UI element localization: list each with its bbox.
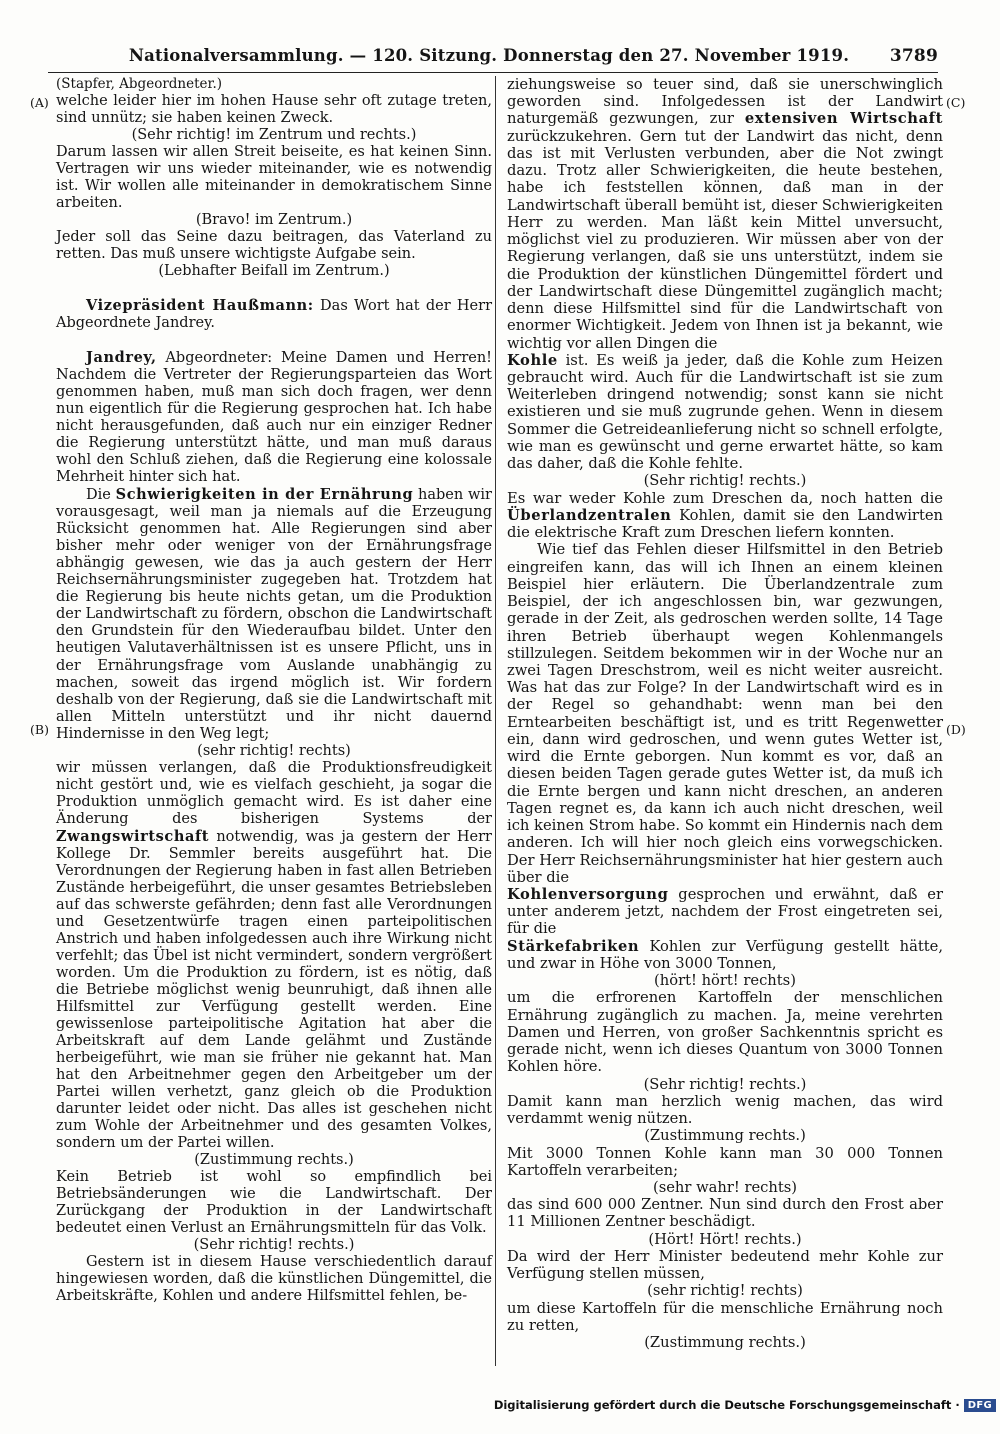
page-number: 3789 xyxy=(889,46,938,66)
paragraph xyxy=(56,1169,492,1237)
text-run: (Sehr richtig! im Zentrum und rechts.) xyxy=(131,127,417,144)
text-run: Da wird der Herr Minister bedeutend mehr Kohle zur Verfügung stellen müssen, xyxy=(507,1247,943,1283)
dfg-logo: DFG xyxy=(964,1399,996,1412)
paragraph xyxy=(507,76,943,352)
text-run: Kohlen zur Verfügung gestellt hätte, und zwar in Höhe von 3000 Tonnen, xyxy=(507,937,943,972)
text-run: (Zustimmung rechts.) xyxy=(644,1334,806,1352)
emphasis: Stärkefabriken xyxy=(507,937,640,955)
text-run: (Hört! Hört! rechts.) xyxy=(648,1230,802,1248)
text-run: Wie tief das Fehlen dieser Hilfsmittel in den Betrieb eingreifen kann, das will ich Ihnen an einem kleinen Beispiel hier erläutern. Die Überlandzentrale zum Beispiel, der ich angeschlossen bin, war gezwungen, gerade in der Zeit, als gedroschen werden sollte, 14 Tage ihren Betrieb überhaupt wegen Kohlenmangels stillzulegen. Seitdem bekommen wir in der Woche nur an zwei Tagen Dreschstrom, weil es nicht weiter ausreicht. Was hat das zur Folge? In der Landwirtschaft wird es in der Regel so gehandhabt: wenn man bei den Erntearbeiten beschäftigt ist, und es tritt Regenwetter ein, dann wird gedroschen, und wenn gutes Wetter ist, wird die Ernte geborgen. Nun kommt es vor, daß an diesen beiden Tagen gerade gutes Wetter ist, da muß ich die Ernte bergen und kann nicht dreschen, an anderen Tagen regnet es, da kann ich auch nicht dreschen, weil ich keinen Strom habe. So kommt ein Hindernis nach dem anderen. Ich will hier noch gleich eins vorwegschicken. Der Herr Reichsernährungsminister hat hier gestern auch über die xyxy=(507,541,943,886)
text-run: notwendig, was ja gestern der Herr Kollege Dr. Semmler bereits ausgeführt hat. Die Verordnungen der Regierung haben in fast allen Betrieben Zustände herbeigeführt, die unser gesamtes Betriebsleben auf das schwerste gefährden; denn fast alle Verordnungen und Gesetzentwürfe tragen einen parteipolitischen Anstrich und haben infolgedessen auch ihre Wirkung nicht verfehlt; das Übel ist nicht vermindert, sondern vergrößert worden. Um die Produktion zu fördern, ist es nötig, daß die Betriebe möglichst wenig beunruhigt, daß ihnen alle Hilfsmittel zur Verfügung gestellt werden. Eine gewissenlose parteipolitische Agitation hat aber die Arbeitskraft auf dem Lande gelähmt und Zustände herbeigeführt, wie man sie früher nie gekannt hat. Man hat den Arbeitnehmer gegen den Arbeitgeber um der Partei willen verhetzt, ganz gleich ob die Produktion darunter leidet oder nicht. Das alles ist geschehen nicht zum Wohle der Arbeitnehmer und des gesamten Volkes, sondern um der Partei willen. xyxy=(56,828,492,1151)
page-header xyxy=(40,46,938,72)
paragraph xyxy=(507,1093,943,1127)
paragraph xyxy=(507,989,943,1075)
text-run: Gestern ist in diesem Hause verschiedentlich darauf hingewiesen worden, daß die künstlichen Düngemittel, die Arbeitskräfte, Kohlen und andere Hilfsmittel fehlen, be- xyxy=(56,1254,492,1305)
text-run: um die erfrorenen Kartoffeln der menschlichen Ernährung zugänglich zu machen. Ja, meine verehrten Damen und Herren, von großer Sachkenntnis spricht es gerade nicht, wenn ich dieses Quantum von 3000 Tonnen Kohlen höre. xyxy=(507,989,943,1076)
text-run: (Sehr richtig! rechts.) xyxy=(193,1237,355,1254)
reaction-note xyxy=(507,1076,943,1093)
text-run: Kohlen, damit sie den Landwirten die elektrische Kraft zum Dreschen liefern konnten. xyxy=(507,506,943,542)
text-run: (Sehr richtig! rechts.) xyxy=(643,472,807,490)
paragraph xyxy=(507,1300,943,1334)
paragraph xyxy=(507,490,943,542)
footer-credit: Digitalisierung gefördert durch die Deutsche Forschungsgemeinschaft · DFG xyxy=(494,1396,996,1414)
text-run: ist. Es weiß ja jeder, daß die Kohle zum Heizen gebraucht wird. Auch für die Landwirtschaft ist sie zum Weiterleben dringend notwendig; sonst kann sie nicht existieren und sie muß zugrunde gehen. Wenn in diesem Sommer die Getreideanlieferung nicht so schnell erfolgte, wie man es gewünscht und gerne erwartet hätte, so kam das daher, daß die Kohle fehlte. xyxy=(507,351,943,473)
text-run: Jeder soll das Seine dazu beitragen, das Vaterland zu retten. Das muß unsere wichtigste Aufgabe sein. xyxy=(56,229,492,263)
emphasis: Schwierigkeiten in der Ernährung xyxy=(115,486,414,504)
emphasis: Überlandzentralen xyxy=(507,506,672,524)
speaker-paragraph xyxy=(56,349,492,486)
reaction-note xyxy=(507,1282,943,1299)
reaction-note xyxy=(507,972,943,989)
paragraph xyxy=(56,486,492,742)
text-run: (Zustimmung rechts.) xyxy=(644,1127,806,1145)
paragraph xyxy=(507,1145,943,1179)
emphasis: Vizepräsident Haußmann: xyxy=(86,297,314,315)
text-run: (hört! hört! rechts) xyxy=(654,972,796,990)
text-run: (sehr wahr! rechts) xyxy=(652,1179,798,1196)
text-run: um diese Kartoffeln für die menschliche Ernährung noch zu retten, xyxy=(507,1299,943,1334)
paragraph xyxy=(507,938,943,972)
text-run: haben wir vorausgesagt, weil man ja niemals auf die Erzeugung Rücksicht genommen hat. Alle Regierungen sind aber bisher mehr oder weniger von der Ernährungsfrage abhängig gewesen, wie das ja auch gestern der Herr Reichsernährungsminister zugegeben hat. Trotzdem hat die Regierung bis heute nichts getan, um die Produktion der Landwirtschaft zu fördern, obschon die Landwirtschaft den Grundstein für den Wiederaufbau bildet. Unter den heutigen Valutaverhältnissen ist es unsere Pflicht, uns in der Ernährungsfrage vom Auslande unabhängig zu machen, soweit das irgend möglich ist. Wir fordern deshalb von der Regierung, daß sie die Landwirtschaft mit allen Mitteln unterstützt und ihr nicht dauernd Hindernisse in den Weg legt; xyxy=(56,487,492,742)
text-run: zurückzukehren. Gern tut der Landwirt das nicht, denn das ist mit Verlusten verbunden, aber die Not zwingt dazu. Trotz aller Schwierigkeiten, die heute bestehen, habe ich feststellen können, daß man in der Landwirtschaft überall bemüht ist, dieser Schwierigkeiten Herr zu werden. Man läßt kein Mittel unversucht, möglichst viel zu produzieren. Wir müssen aber von der Regierung verlangen, daß sie uns unterstützt, indem sie die Produktion der künstlichen Düngemittel fördert und der Landwirtschaft diese Düngemittel zugänglich macht; denn diese Hilfsmittel sind für die Landwirtschaft von enormer Wichtigkeit. Jedem von Ihnen ist ja bekannt, wie wichtig vor allen Dingen die xyxy=(507,127,943,352)
text-run: (Zustimmung rechts.) xyxy=(194,1151,354,1168)
text-run: Mit 3000 Tonnen Kohle kann man 30 000 Tonnen Kartoffeln verarbeiten; xyxy=(507,1144,943,1179)
reaction-note xyxy=(507,472,943,489)
text-run: (sehr richtig! rechts) xyxy=(647,1282,803,1300)
emphasis: Jandrey, xyxy=(86,349,157,367)
margin-marker-d: (D) xyxy=(946,722,966,737)
text-run: Kein Betrieb ist wohl so empfindlich bei Betriebsänderungen wie die Landwirtschaft. Der Zurückgang der Produktion in der Landwirtschaft bedeutet einen Verlust an Ernährungsmitteln für das Volk. xyxy=(56,1168,492,1237)
reaction-note xyxy=(507,1334,943,1351)
reaction-note xyxy=(507,1127,943,1144)
text-run: (Bravo! im Zentrum.) xyxy=(195,212,353,229)
reaction-note xyxy=(56,1152,492,1169)
paragraph xyxy=(56,1254,492,1305)
text-run: Abgeordneter: Meine Damen und Herren! Nachdem die Vertreter der Regierungsparteien das Wort genommen haben, muß man sich doch fragen, wer denn nun eigentlich für die Regierung gesprochen hat. Ich habe nicht herausgefunden, daß auch nur ein einziger Redner die Regierung unterstützt hätte, und man muß daraus wohl den Schluß ziehen, daß die Regierung eine kolossale Mehrheit hinter sich hat. xyxy=(56,350,492,486)
text-run: (Lebhafter Beifall im Zentrum.) xyxy=(158,263,390,280)
reaction-note xyxy=(56,743,492,760)
text-run: Die xyxy=(86,487,116,504)
speaker-label xyxy=(56,76,492,93)
paragraph xyxy=(507,1196,943,1230)
header-title: Nationalversammlung. — 120. Sitzung. Donnerstag den 27. November 1919. xyxy=(128,46,850,65)
paragraph xyxy=(507,541,943,886)
emphasis: extensiven Wirtschaft xyxy=(744,110,943,128)
paragraph xyxy=(507,886,943,938)
emphasis: Kohle xyxy=(507,351,558,369)
text-run: gesprochen und erwähnt, daß er unter anderem jetzt, nachdem der Frost eingetreten sei, für die xyxy=(507,886,943,938)
column-divider xyxy=(495,76,496,1366)
margin-marker-c: (C) xyxy=(946,95,966,110)
text-run: ziehungsweise so teuer sind, daß sie unerschwinglich geworden sind. Infolgedessen ist der Landwirt naturgemäß gezwungen, zur xyxy=(507,76,943,128)
reaction-note xyxy=(56,1237,492,1254)
reaction-note xyxy=(507,1231,943,1248)
text-run: (sehr richtig! rechts) xyxy=(197,742,351,759)
left-column xyxy=(56,76,492,1305)
text-run: das sind 600 000 Zentner. Nun sind durch den Frost aber 11 Millionen Zentner beschädigt. xyxy=(507,1196,943,1231)
text-run: (Sehr richtig! rechts.) xyxy=(643,1075,807,1093)
text-run: (Stapfer, Abgeordneter.) xyxy=(56,76,223,92)
reaction-note xyxy=(56,263,492,280)
speaker-paragraph xyxy=(56,297,492,332)
reaction-note xyxy=(56,212,492,229)
text-run: Es war weder Kohle zum Dreschen da, noch hatten die xyxy=(507,489,943,507)
paragraph xyxy=(56,144,492,212)
paragraph xyxy=(507,352,943,473)
reaction-note xyxy=(507,1179,943,1196)
text-run: Darum lassen wir allen Streit beiseite, es hat keinen Sinn. Vertragen wir uns wieder miteinander, wie es notwendig ist. Wir wollen alle miteinander in demokratischem Sinne arbeiten. xyxy=(56,144,492,212)
margin-marker-b: (B) xyxy=(30,722,49,737)
right-column xyxy=(507,76,943,1351)
margin-marker-a: (A) xyxy=(30,95,49,110)
header-rule xyxy=(48,72,938,73)
paragraph xyxy=(56,760,492,1152)
emphasis: Kohlenversorgung xyxy=(507,886,669,904)
paragraph xyxy=(56,93,492,127)
text-run: Das Wort hat der Herr Abgeordnete Jandrey. xyxy=(56,298,492,332)
text-run: wir müssen verlangen, daß die Produktionsfreudigkeit nicht gestört und, wie es vielfach geschieht, ja sogar die Produktion unmöglich gemacht wird. Es ist daher eine Änderung des bisherigen Systems der xyxy=(56,759,492,827)
paragraph xyxy=(56,229,492,263)
text-run: welche leider hier im hohen Hause sehr oft zutage treten, sind unnütz; sie haben keinen Zweck. xyxy=(56,93,492,127)
reaction-note xyxy=(56,127,492,144)
paragraph xyxy=(507,1248,943,1282)
text-run: Damit kann man herzlich wenig machen, das wird verdammt wenig nützen. xyxy=(507,1092,943,1128)
footer-credit-text: Digitalisierung gefördert durch die Deutsche Forschungsgemeinschaft xyxy=(493,1398,952,1412)
emphasis: Zwangswirtschaft xyxy=(56,827,210,845)
